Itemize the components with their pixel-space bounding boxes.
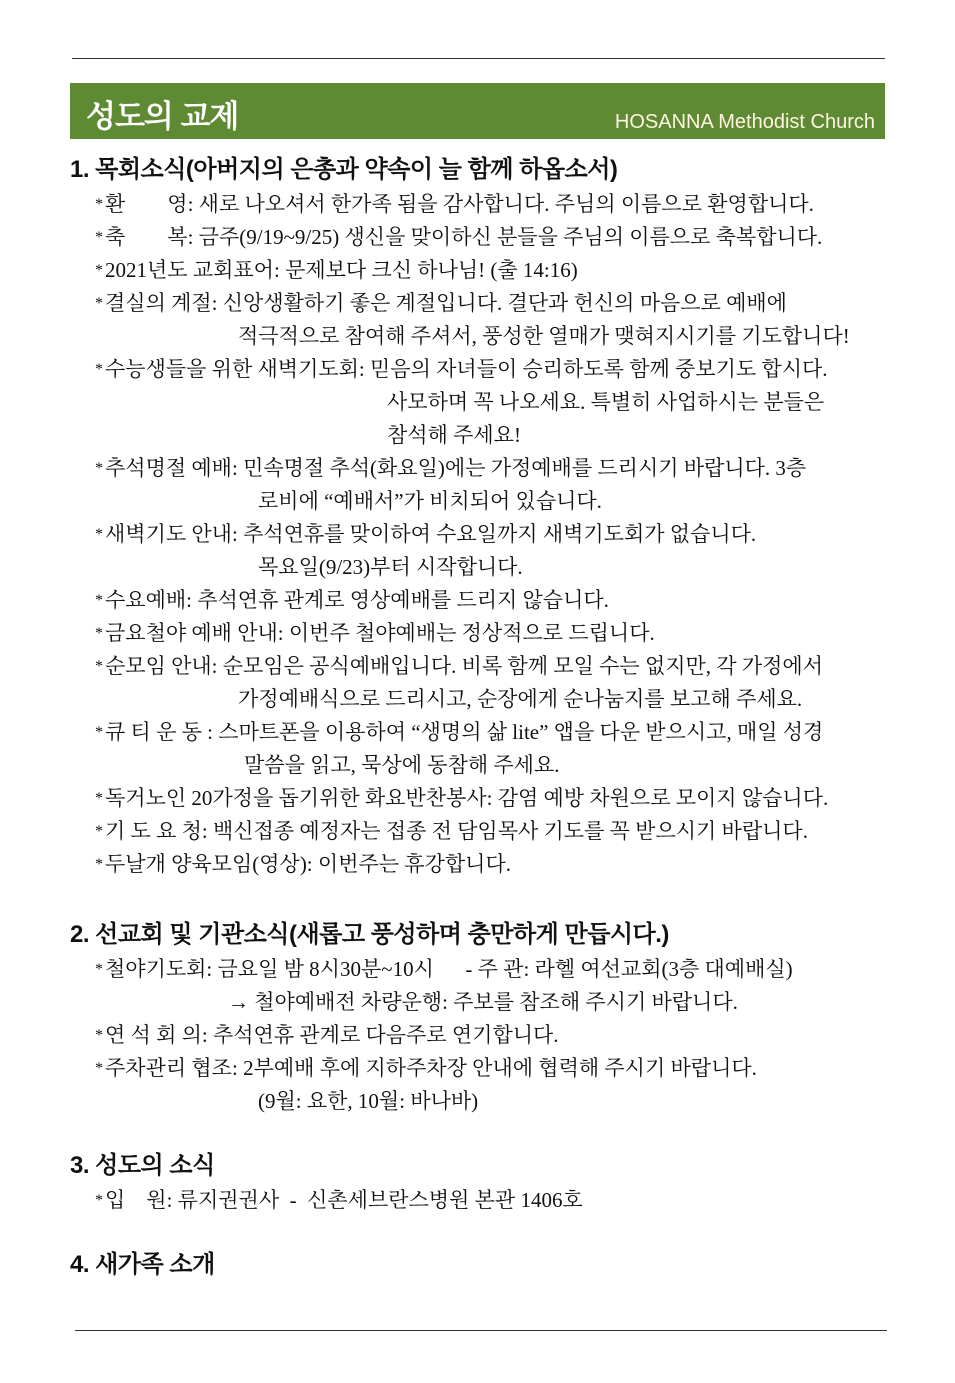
notice-text: 이번주 철야예배는 정상적으로 드립니다. bbox=[288, 621, 655, 645]
notice-text: 문제보다 크신 하나님! (출 14:16) bbox=[285, 258, 578, 282]
bullet-asterisk: * bbox=[95, 658, 103, 675]
section-banner bbox=[70, 83, 885, 139]
notice-label: 입 원: bbox=[105, 1188, 173, 1212]
notice-item bbox=[70, 221, 900, 254]
bullet-asterisk: * bbox=[95, 1060, 103, 1077]
notice-label: 큐 티 운 동 : bbox=[105, 720, 213, 744]
notice-text: 금주(9/19~9/25) 생신을 맞이하신 분들을 주님의 이름으로 축복합니다. bbox=[198, 225, 823, 249]
notice-item bbox=[70, 815, 900, 848]
bullet-asterisk: * bbox=[95, 196, 103, 213]
notice-item bbox=[70, 584, 900, 617]
notice-text: 순모임은 공식예배입니다. 비록 함께 모일 수는 없지만, 각 가정에서 bbox=[222, 654, 823, 678]
notice-item bbox=[70, 1052, 900, 1085]
notice-continuation: (9월: 요한, 10월: 바나바) bbox=[258, 1089, 479, 1113]
notice-text: 새로 나오셔서 한가족 됨을 감사합니다. 주님의 이름으로 환영합니다. bbox=[198, 192, 814, 216]
bullet-asterisk: * bbox=[95, 790, 103, 807]
notice-item bbox=[70, 782, 900, 815]
notice-text: 류지권권사 - 신촌세브란스병원 본관 1406호 bbox=[177, 1188, 583, 1212]
notice-text: 백신접종 예정자는 접종 전 담임목사 기도를 꼭 받으시기 바랍니다. bbox=[212, 819, 808, 843]
notice-item bbox=[70, 1019, 900, 1052]
notice-text: 금요일 밤 8시30분~10시 - 주 관: 라헬 여선교회(3층 대예배실) bbox=[217, 957, 793, 981]
spacer bbox=[70, 1217, 900, 1247]
banner-title: 성도의 교제 bbox=[86, 99, 239, 134]
notice-text: 감염 예방 차원으로 모이지 않습니다. bbox=[497, 786, 829, 810]
bullet-asterisk: * bbox=[95, 856, 103, 873]
bullet-asterisk: * bbox=[95, 295, 103, 312]
notice-item bbox=[70, 1184, 900, 1217]
bullet-asterisk: * bbox=[95, 823, 103, 840]
bulletin-content bbox=[70, 152, 900, 1283]
notice-label: 새벽기도 안내: bbox=[105, 522, 238, 546]
bullet-asterisk: * bbox=[95, 724, 103, 741]
notice-item bbox=[70, 518, 900, 551]
section-title: 1. 목회소식(아버지의 은총과 약속이 늘 함께 하옵소서) bbox=[70, 156, 618, 183]
bullet-asterisk: * bbox=[95, 1192, 103, 1209]
bullet-asterisk: * bbox=[95, 361, 103, 378]
notice-text: 스마트폰을 이용하여 “생명의 삶 lite” 앱을 다운 받으시고, 매일 성경 bbox=[218, 720, 824, 744]
section-title: 2. 선교회 및 기관소식(새롭고 풍성하며 충만하게 만듭시다.) bbox=[70, 921, 669, 948]
notice-label: 기 도 요 청: bbox=[105, 819, 208, 843]
notice-item bbox=[70, 848, 900, 881]
notice-continuation: 참석해 주세요! bbox=[387, 423, 521, 447]
notice-label: 독거노인 20가정을 돕기위한 화요반찬봉사: bbox=[105, 786, 493, 810]
section-title: 4. 새가족 소개 bbox=[70, 1251, 215, 1278]
notice-text: 추석연휴를 맞이하여 수요일까지 새벽기도회가 없습니다. bbox=[243, 522, 757, 546]
notice-item bbox=[70, 287, 900, 320]
notice-text: 추석연휴 관계로 다음주로 연기합니다. bbox=[212, 1023, 559, 1047]
notice-text: 신앙생활하기 좋은 계절입니다. 결단과 헌신의 마음으로 예배에 bbox=[222, 291, 787, 315]
notice-item bbox=[70, 353, 900, 386]
spacer bbox=[70, 881, 900, 917]
bullet-asterisk: * bbox=[95, 262, 103, 279]
notice-continuation: → 철야예배전 차량운행: 주보를 참조해 주시기 바랍니다. bbox=[228, 990, 738, 1014]
notice-label: 철야기도회: bbox=[105, 957, 213, 981]
bullet-asterisk: * bbox=[95, 526, 103, 543]
notice-label: 주차관리 협조: bbox=[105, 1056, 238, 1080]
bullet-asterisk: * bbox=[95, 1027, 103, 1044]
notice-label: 2021년도 교회표어: bbox=[105, 258, 280, 282]
notice-label: 환 영: bbox=[105, 192, 194, 216]
notice-item bbox=[70, 953, 900, 986]
notice-label: 축 복: bbox=[105, 225, 194, 249]
notice-continuation: 말씀을 읽고, 묵상에 동참해 주세요. bbox=[244, 753, 560, 777]
notice-label: 결실의 계절: bbox=[105, 291, 218, 315]
notice-text: 추석연휴 관계로 영상예배를 드리지 않습니다. bbox=[197, 588, 609, 612]
church-name: HOSANNA Methodist Church bbox=[614, 111, 875, 133]
notice-continuation: 로비에 “예배서”가 비치되어 있습니다. bbox=[258, 489, 602, 513]
bullet-asterisk: * bbox=[95, 229, 103, 246]
notice-text: 민속명절 추석(화요일)에는 가정예배를 드리시기 바랍니다. 3층 bbox=[243, 456, 807, 480]
notice-continuation: 목요일(9/23)부터 시작합니다. bbox=[258, 555, 523, 579]
notice-label: 추석명절 예배: bbox=[105, 456, 238, 480]
section-title: 3. 성도의 소식 bbox=[70, 1152, 215, 1179]
bullet-asterisk: * bbox=[95, 961, 103, 978]
notice-label: 금요철야 예배 안내: bbox=[105, 621, 284, 645]
notice-label: 순모임 안내: bbox=[105, 654, 218, 678]
notice-item bbox=[70, 254, 900, 287]
notice-continuation: 가정예배식으로 드리시고, 순장에게 순나눔지를 보고해 주세요. bbox=[238, 687, 803, 711]
bullet-asterisk: * bbox=[95, 592, 103, 609]
bottom-rule bbox=[75, 1330, 887, 1331]
notice-item bbox=[70, 650, 900, 683]
notice-item bbox=[70, 188, 900, 221]
notice-text: 이번주는 휴강합니다. bbox=[317, 852, 511, 876]
bullet-asterisk: * bbox=[95, 460, 103, 477]
spacer bbox=[70, 1118, 900, 1148]
bullet-asterisk: * bbox=[95, 625, 103, 642]
notice-label: 수능생들을 위한 새벽기도회: bbox=[105, 357, 365, 381]
notice-label: 두날개 양육모임(영상): bbox=[105, 852, 313, 876]
notice-item bbox=[70, 617, 900, 650]
notice-continuation: 사모하며 꼭 나오세요. 특별히 사업하시는 분들은 bbox=[387, 390, 825, 414]
notice-item bbox=[70, 452, 900, 485]
notice-item bbox=[70, 716, 900, 749]
notice-label: 수요예배: bbox=[105, 588, 192, 612]
notice-label: 연 석 회 의: bbox=[105, 1023, 208, 1047]
notice-continuation: 적극적으로 참여해 주셔서, 풍성한 열매가 맺혀지시기를 기도합니다! bbox=[238, 324, 850, 348]
top-rule bbox=[72, 58, 885, 59]
notice-text: 2부예배 후에 지하주차장 안내에 협력해 주시기 바랍니다. bbox=[243, 1056, 757, 1080]
notice-text: 믿음의 자녀들이 승리하도록 함께 중보기도 합시다. bbox=[370, 357, 828, 381]
